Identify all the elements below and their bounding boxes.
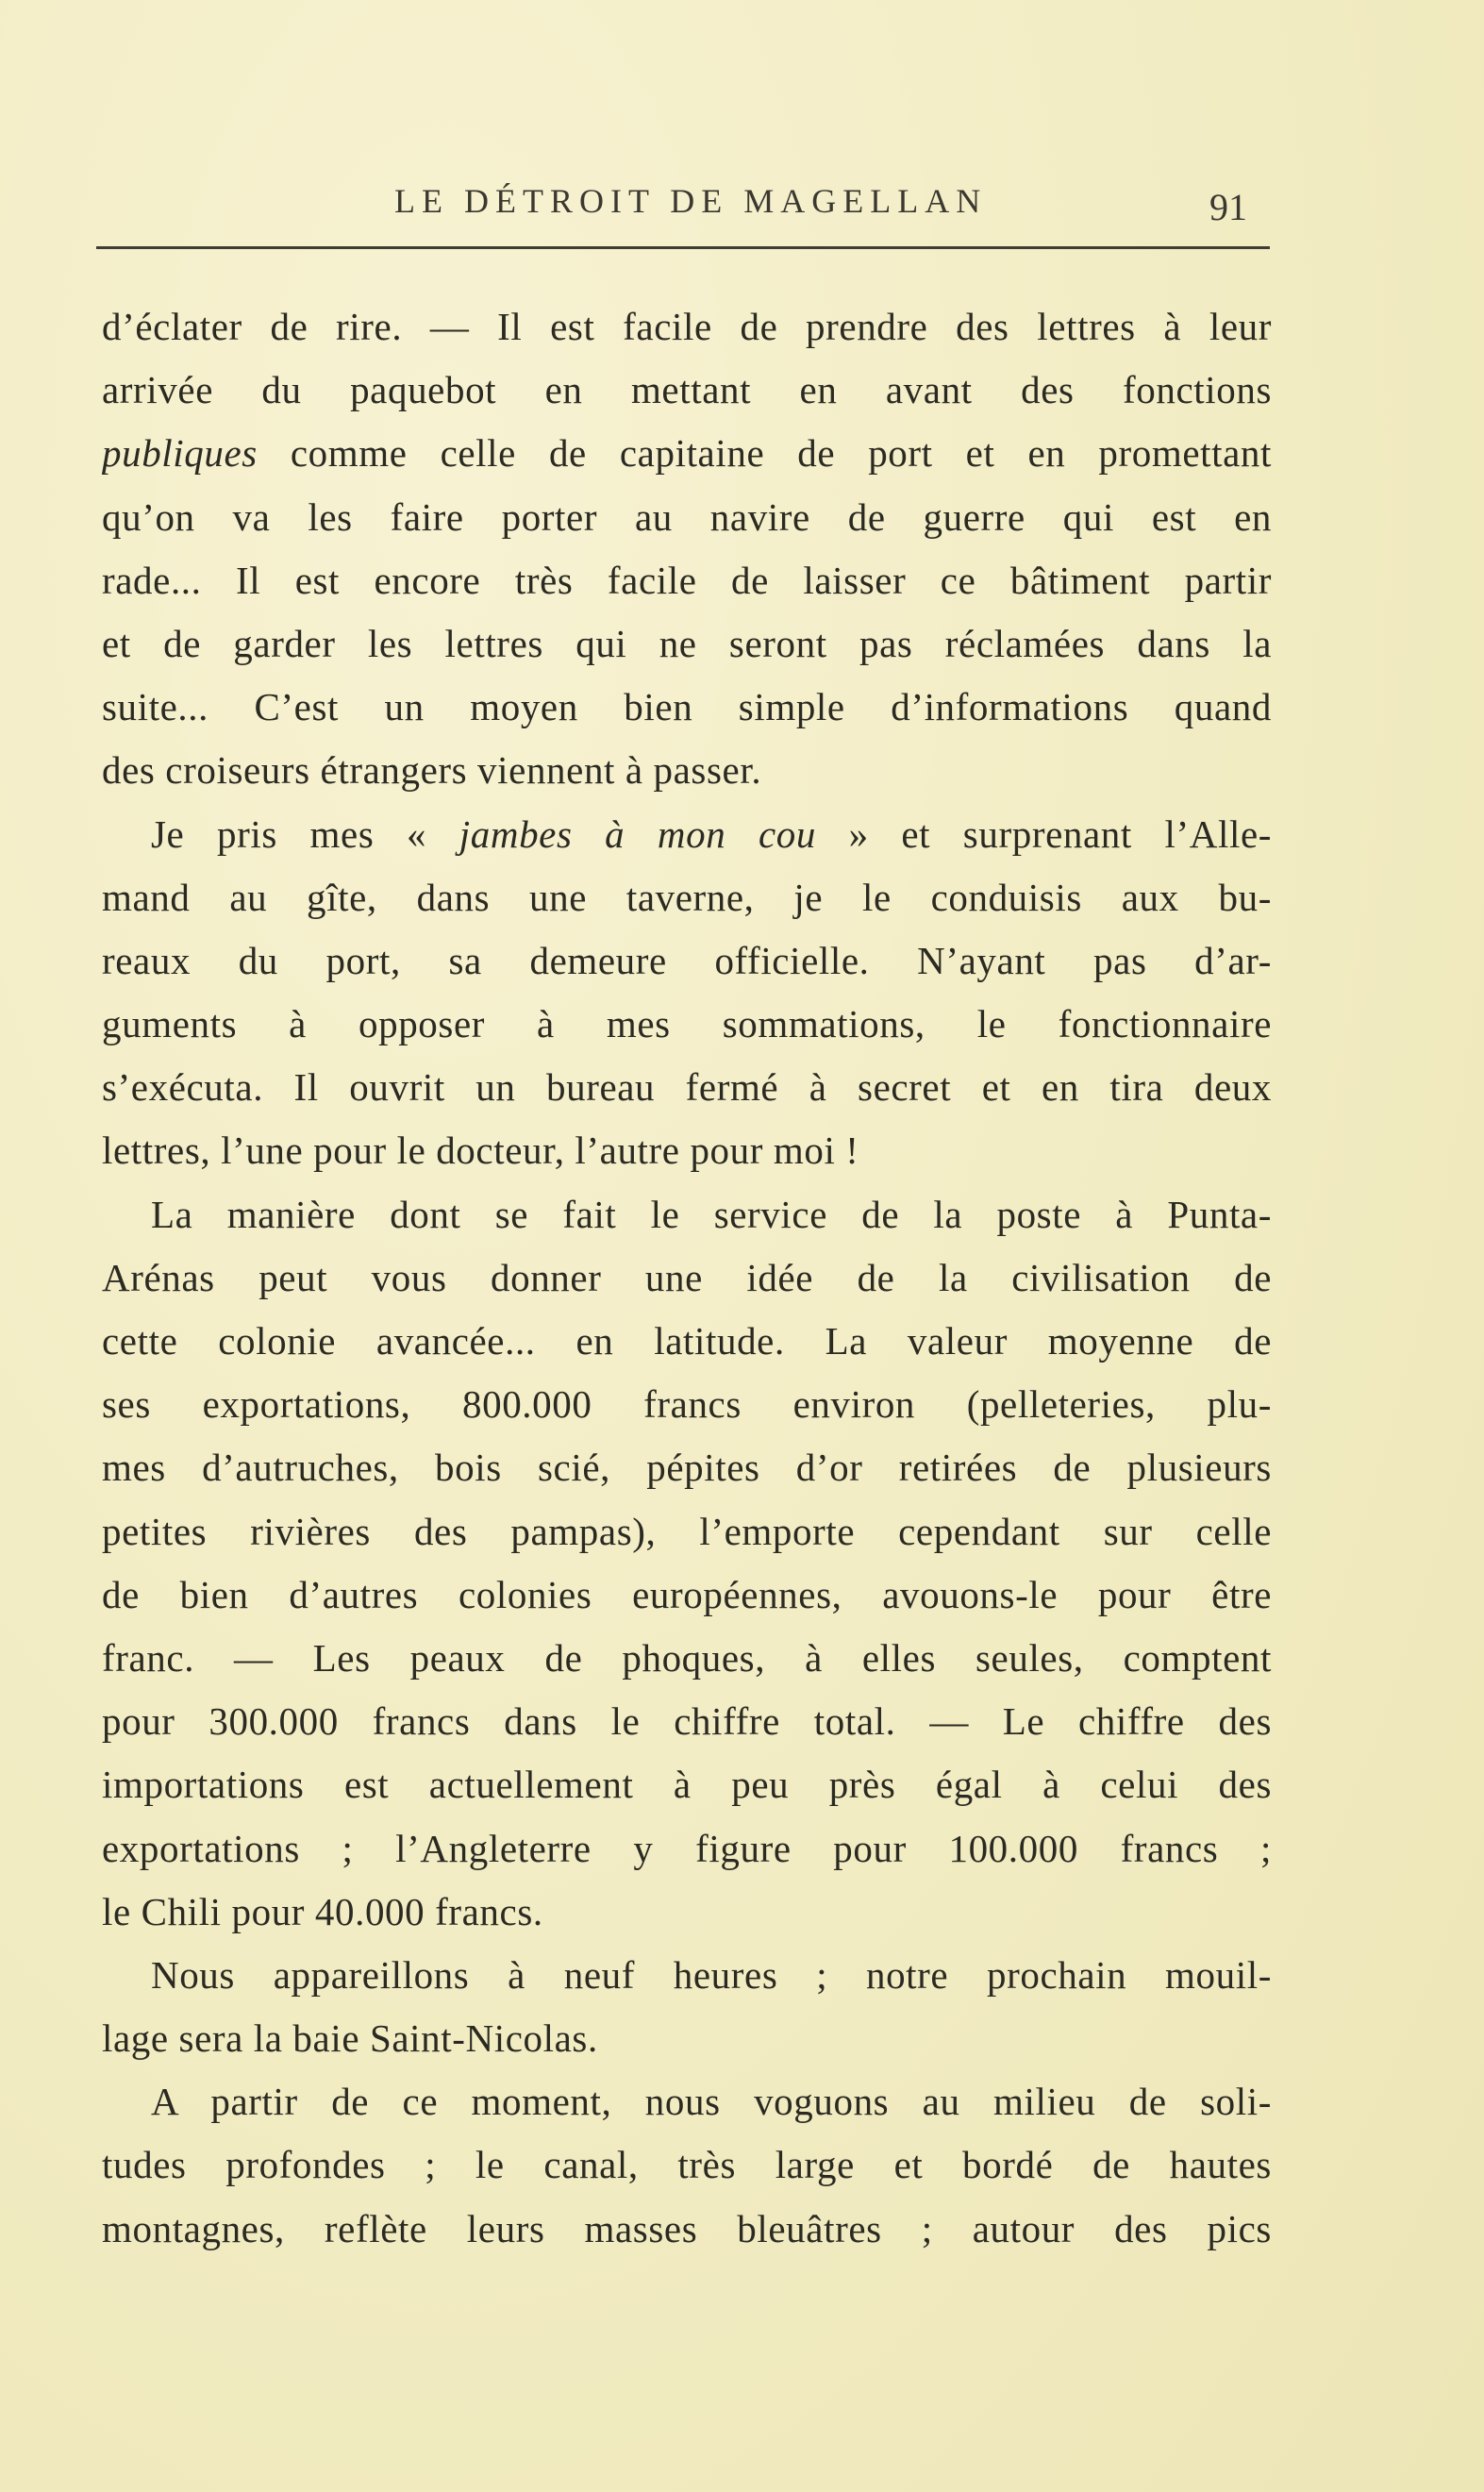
text-line (102, 422, 1272, 485)
header-rule (96, 246, 1270, 249)
text-line (102, 803, 1272, 866)
text-line: montagnes, reflète leurs masses bleuâtres ; autour des pics (102, 2206, 1272, 2250)
text-line: importations est actuellement à peu près égal à celui des (102, 1763, 1272, 1807)
text-line: Arénas peut vous donner une idée de la civilisation de (102, 1255, 1272, 1299)
text-line: ses exportations, 800.000 francs environ (pelleteries, plu- (102, 1382, 1272, 1427)
text-line: exportations ; l’Angleterre y figure pour 100.000 francs ; (102, 1826, 1272, 1870)
text-line: le Chili pour 40.000 francs. (102, 1889, 543, 1933)
page-number: 91 (1209, 186, 1247, 228)
text-line: mand au gîte, dans une taverne, je le conduisis aux bu- (102, 875, 1272, 919)
text-line: s’exécuta. Il ouvrit un bureau fermé à secret et en tira deux (102, 1065, 1272, 1110)
text-line: franc. — Les peaux de phoques, à elles seules, comptent (102, 1635, 1272, 1680)
text-line: d’éclater de rire. — Il est facile de prendre des lettres à leur (102, 305, 1272, 348)
text-fragment: comme celle de capitaine de port et en promettant (257, 431, 1272, 476)
text-line: de bien d’autres colonies européennes, avouons-le pour être (102, 1572, 1272, 1616)
text-line: rade... Il est encore très facile de laisser ce bâtiment partir (102, 558, 1272, 602)
text-line: pour 300.000 francs dans le chiffre total. — Le chiffre des (102, 1699, 1272, 1744)
text-line: des croiseurs étrangers viennent à passer. (102, 748, 762, 793)
text-line: arrivée du paquebot en mettant en avant des fonctions (102, 368, 1272, 412)
body-text (102, 295, 1272, 2261)
text-line: et de garder les lettres qui ne seront pas réclamées dans la (102, 621, 1272, 665)
text-line: lage sera la baie Saint-Nicolas. (102, 2016, 598, 2061)
italic-word: publiques (102, 431, 258, 476)
text-line: guments à opposer à mes sommations, le fonctionnaire (102, 1002, 1272, 1046)
running-title: LE DÉTROIT DE MAGELLAN (394, 182, 988, 220)
text-line: petites rivières des pampas), l’emporte cependant sur celle (102, 1509, 1272, 1553)
text-line: tudes profondes ; le canal, très large et bordé de hautes (102, 2143, 1272, 2187)
text-line: qu’on va les faire porter au navire de guerre qui est en (102, 494, 1272, 539)
text-fragment: Je pris mes « (151, 811, 459, 856)
text-line: Nous appareillons à neuf heures ; notre prochain mouil- (151, 1952, 1272, 1997)
text-line: suite... C’est un moyen bien simple d’informations quand (102, 685, 1272, 729)
italic-phrase: jambes à mon cou (459, 811, 816, 856)
text-line: A partir de ce moment, nous voguons au milieu de soli- (151, 2080, 1272, 2124)
text-line: cette colonie avancée... en latitude. La valeur moyenne de (102, 1319, 1272, 1363)
text-line: mes d’autruches, bois scié, pépites d’or retirées de plusieurs (102, 1446, 1272, 1490)
text-line: lettres, l’une pour le docteur, l’autre pour moi ! (102, 1129, 859, 1173)
text-fragment: » et surprenant l’Alle- (815, 811, 1272, 856)
text-line: La manière dont se fait le service de la poste à Punta- (151, 1192, 1272, 1236)
text-line: reaux du port, sa demeure officielle. N’ayant pas d’ar- (102, 938, 1272, 982)
